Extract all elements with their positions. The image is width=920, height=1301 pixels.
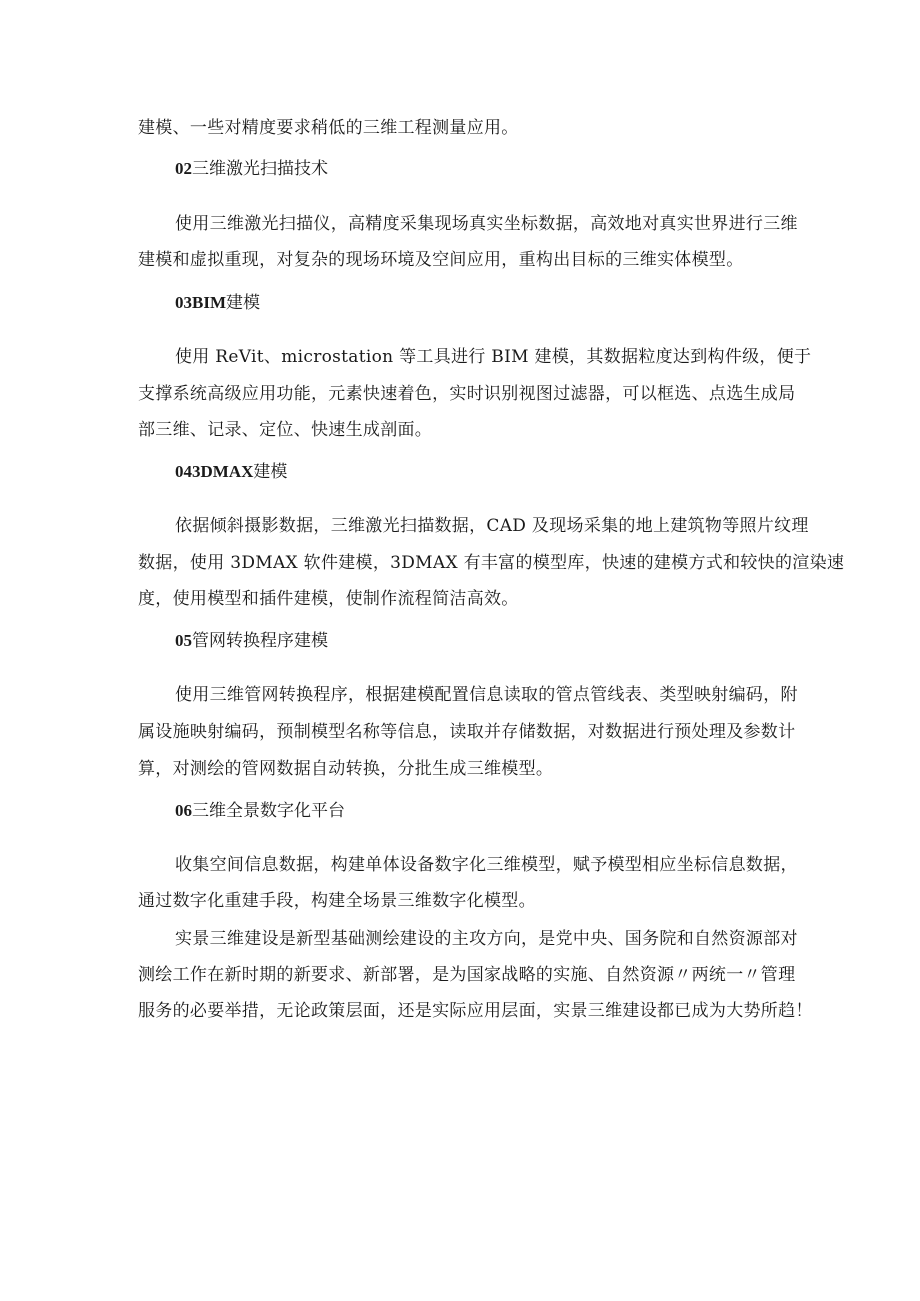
paragraph-line: 度，使用模型和插件建模，使制作流程简洁高效。 (138, 589, 519, 609)
conclusion-line: 实景三维建设是新型基础测绘建设的主攻方向，是党中央、国务院和自然资源部对 (175, 929, 798, 949)
section-title: 三维全景数字化平台 (192, 801, 345, 821)
section-title: 建模 (253, 462, 288, 482)
section-number: 043DMAX (175, 462, 254, 481)
section-number: 05 (175, 631, 192, 650)
intro-tail-line: 建模、一些对精度要求稍低的三维工程测量应用。 (138, 118, 519, 138)
paragraph-line: 使用 ReVit、microstation 等工具进行 BIM 建模，其数据粒度达到构件级，便于 (175, 347, 812, 367)
paragraph-line: 部三维、记录、定位、快速生成剖面。 (138, 420, 433, 440)
section-number: 06 (175, 801, 192, 820)
paragraph-line: 建模和虚拟重现，对复杂的现场环境及空间应用，重构出目标的三维实体模型。 (138, 250, 744, 270)
conclusion-line: 测绘工作在新时期的新要求、新部署，是为国家战略的实施、自然资源〃两统一〃管理 (138, 965, 796, 985)
section-heading-06 (175, 800, 345, 822)
paragraph-line: 收集空间信息数据，构建单体设备数字化三维模型，赋予模型相应坐标信息数据， (175, 855, 798, 875)
section-heading-05 (175, 630, 328, 652)
section-heading-02 (175, 158, 328, 180)
paragraph-line: 算，对测绘的管网数据自动转换，分批生成三维模型。 (138, 759, 554, 779)
section-heading-04 (175, 461, 287, 483)
paragraph-line: 支撑系统高级应用功能，元素快速着色，实时识别视图过滤器，可以框选、点选生成局 (138, 384, 796, 404)
paragraph-line: 数据，使用 3DMAX 软件建模，3DMAX 有丰富的模型库，快速的建模方式和较快的渲染速 (138, 553, 845, 573)
section-title: 管网转换程序建模 (192, 631, 328, 651)
section-title: 建模 (226, 293, 260, 313)
paragraph-line: 使用三维激光扫描仪，高精度采集现场真实坐标数据，高效地对真实世界进行三维 (175, 214, 798, 234)
paragraph-line: 依据倾斜摄影数据，三维激光扫描数据，CAD 及现场采集的地上建筑物等照片纹理 (175, 516, 809, 536)
section-title: 三维激光扫描技术 (192, 159, 328, 179)
section-number: 02 (175, 159, 192, 178)
paragraph-line: 使用三维管网转换程序，根据建模配置信息读取的管点管线表、类型映射编码，附 (175, 685, 798, 705)
section-number: 03BIM (175, 293, 226, 312)
section-heading-03 (175, 292, 260, 314)
conclusion-line: 服务的必要举措，无论政策层面，还是实际应用层面，实景三维建设都已成为大势所趋！ (138, 1001, 813, 1021)
paragraph-line: 属设施映射编码，预制模型名称等信息，读取并存储数据，对数据进行预处理及参数计 (138, 722, 796, 742)
paragraph-line: 通过数字化重建手段，构建全场景三维数字化模型。 (138, 891, 536, 911)
